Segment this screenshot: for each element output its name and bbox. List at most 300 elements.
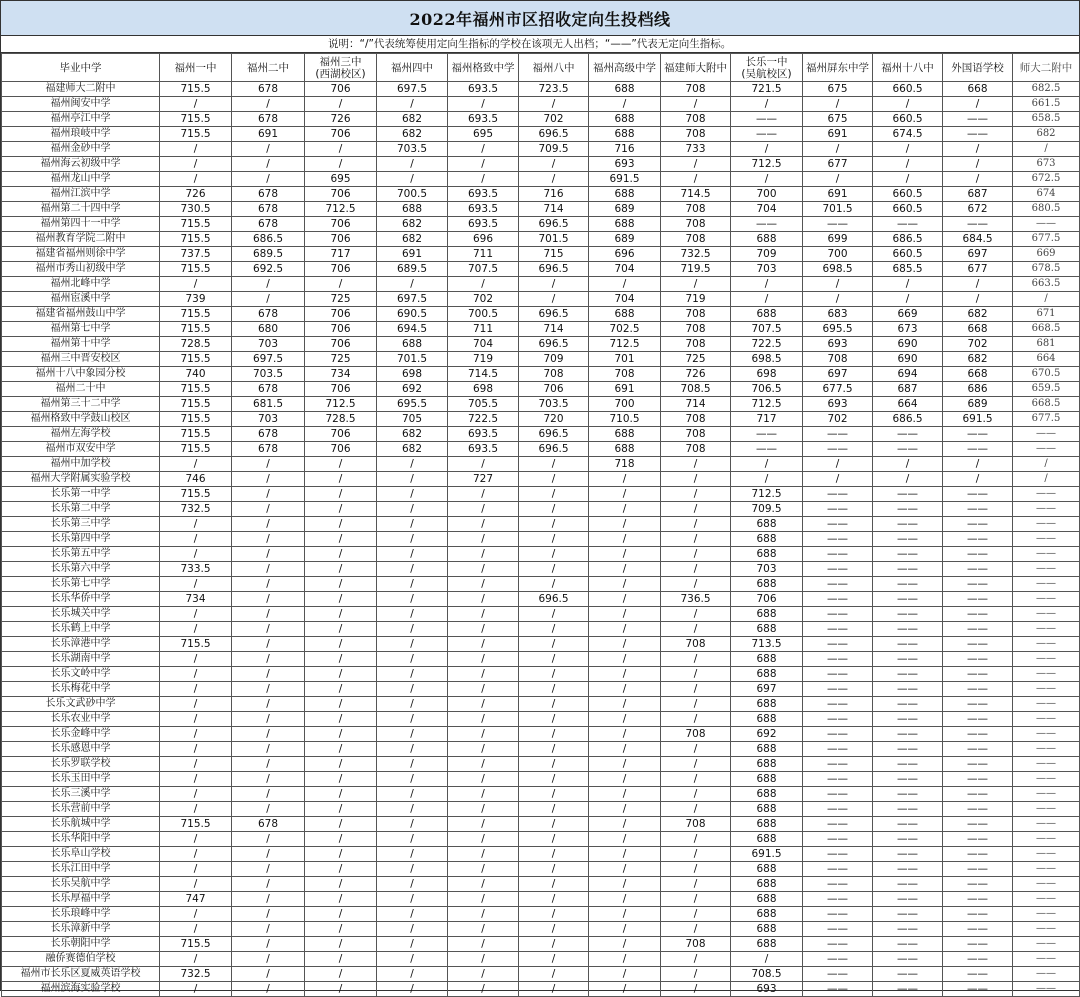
- score-cell: 658.5: [1013, 112, 1080, 127]
- score-cell: /: [589, 787, 661, 802]
- score-cell: /: [589, 547, 661, 562]
- score-cell: /: [589, 517, 661, 532]
- score-cell: 740: [160, 367, 232, 382]
- table-row: [2, 757, 1080, 772]
- score-cell: 688: [731, 652, 803, 667]
- score-cell: /: [519, 547, 589, 562]
- school-name-cell: 长乐华侨中学: [2, 592, 160, 607]
- score-cell: 696.5: [519, 217, 589, 232]
- score-cell: /: [160, 757, 232, 772]
- score-cell: ——: [943, 682, 1013, 697]
- score-cell: /: [661, 532, 731, 547]
- column-header: 福州八中: [519, 54, 589, 82]
- score-cell: 691: [589, 382, 661, 397]
- score-cell: /: [661, 652, 731, 667]
- score-cell: ——: [943, 607, 1013, 622]
- score-cell: /: [448, 772, 519, 787]
- score-cell: 708: [661, 307, 731, 322]
- score-cell: 703: [232, 412, 305, 427]
- score-cell: 712.5: [731, 397, 803, 412]
- school-name-cell: 长乐营前中学: [2, 802, 160, 817]
- score-cell: 669: [1013, 247, 1080, 262]
- score-cell: 687: [943, 187, 1013, 202]
- score-cell: /: [377, 952, 448, 967]
- score-cell: /: [377, 847, 448, 862]
- school-name-cell: 福州格致中学鼓山校区: [2, 412, 160, 427]
- score-cell: /: [519, 922, 589, 937]
- score-cell: /: [519, 847, 589, 862]
- score-cell: ——: [943, 952, 1013, 967]
- score-cell: 691: [232, 127, 305, 142]
- score-cell: ——: [803, 532, 873, 547]
- score-cell: 715.5: [160, 937, 232, 952]
- score-cell: 726: [305, 112, 377, 127]
- table-row: [2, 607, 1080, 622]
- score-cell: 688: [731, 937, 803, 952]
- score-cell: /: [377, 517, 448, 532]
- score-cell: /: [305, 667, 377, 682]
- score-cell: /: [305, 517, 377, 532]
- score-cell: /: [377, 907, 448, 922]
- score-cell: /: [160, 862, 232, 877]
- score-cell: ——: [873, 547, 943, 562]
- score-cell: ——: [1013, 217, 1080, 232]
- score-cell: 697.5: [377, 82, 448, 97]
- column-header: 长乐一中 (吴航校区): [731, 54, 803, 82]
- score-cell: /: [377, 472, 448, 487]
- score-cell: 714.5: [661, 187, 731, 202]
- score-cell: 701: [589, 352, 661, 367]
- score-cell: ——: [873, 727, 943, 742]
- score-cell: 705: [377, 412, 448, 427]
- score-cell: /: [305, 487, 377, 502]
- school-name-cell: 福州左海学校: [2, 427, 160, 442]
- score-cell: 691.5: [943, 412, 1013, 427]
- table-row: [2, 562, 1080, 577]
- score-cell: ——: [803, 742, 873, 757]
- score-cell: 686.5: [873, 232, 943, 247]
- score-cell: /: [305, 817, 377, 832]
- score-cell: 688: [731, 817, 803, 832]
- score-cell: /: [232, 517, 305, 532]
- score-cell: /: [160, 952, 232, 967]
- column-header: 福州高级中学: [589, 54, 661, 82]
- score-cell: ——: [873, 892, 943, 907]
- score-cell: 703: [731, 562, 803, 577]
- score-cell: /: [589, 952, 661, 967]
- score-cell: /: [232, 772, 305, 787]
- score-cell: 695: [448, 127, 519, 142]
- score-cell: ——: [873, 742, 943, 757]
- score-cell: /: [589, 697, 661, 712]
- table-row: [2, 322, 1080, 337]
- score-cell: /: [377, 892, 448, 907]
- score-cell: /: [873, 172, 943, 187]
- score-cell: /: [661, 712, 731, 727]
- school-name-cell: 福州北峰中学: [2, 277, 160, 292]
- school-name-cell: 长乐阜山学校: [2, 847, 160, 862]
- score-cell: /: [160, 742, 232, 757]
- score-cell: 682: [377, 232, 448, 247]
- score-cell: 707.5: [448, 262, 519, 277]
- score-cell: 688: [589, 112, 661, 127]
- score-cell: /: [448, 907, 519, 922]
- score-cell: /: [160, 277, 232, 292]
- score-cell: /: [305, 982, 377, 997]
- score-cell: 688: [589, 442, 661, 457]
- score-cell: /: [448, 787, 519, 802]
- score-cell: /: [519, 172, 589, 187]
- score-cell: /: [305, 967, 377, 982]
- score-cell: ——: [1013, 487, 1080, 502]
- score-cell: /: [589, 577, 661, 592]
- score-cell: ——: [1013, 442, 1080, 457]
- score-cell: /: [943, 142, 1013, 157]
- score-cell: /: [589, 502, 661, 517]
- score-cell: /: [731, 172, 803, 187]
- score-cell: ——: [1013, 757, 1080, 772]
- score-cell: /: [448, 97, 519, 112]
- score-cell: 718: [589, 457, 661, 472]
- score-cell: /: [377, 502, 448, 517]
- score-cell: 660.5: [873, 187, 943, 202]
- score-cell: ——: [873, 967, 943, 982]
- score-cell: /: [448, 817, 519, 832]
- score-cell: /: [305, 457, 377, 472]
- score-cell: /: [803, 277, 873, 292]
- score-cell: 708: [661, 937, 731, 952]
- score-cell: /: [519, 667, 589, 682]
- score-cell: ——: [943, 502, 1013, 517]
- score-cell: 715.5: [160, 382, 232, 397]
- score-cell: 732.5: [160, 502, 232, 517]
- score-cell: /: [803, 97, 873, 112]
- school-name-cell: 福建省福州则徐中学: [2, 247, 160, 262]
- score-cell: 678.5: [1013, 262, 1080, 277]
- score-cell: ——: [1013, 532, 1080, 547]
- score-cell: ——: [803, 772, 873, 787]
- score-cell: /: [589, 922, 661, 937]
- column-header: 福州一中: [160, 54, 232, 82]
- score-cell: 689.5: [377, 262, 448, 277]
- score-cell: /: [731, 472, 803, 487]
- score-cell: /: [448, 712, 519, 727]
- score-cell: /: [589, 757, 661, 772]
- score-cell: ——: [943, 787, 1013, 802]
- score-cell: /: [448, 862, 519, 877]
- score-cell: 681: [1013, 337, 1080, 352]
- score-cell: /: [160, 712, 232, 727]
- school-name-cell: 长乐玉田中学: [2, 772, 160, 787]
- score-cell: /: [377, 937, 448, 952]
- score-cell: /: [305, 907, 377, 922]
- score-cell: /: [448, 577, 519, 592]
- score-cell: 715.5: [160, 262, 232, 277]
- table-row: [2, 697, 1080, 712]
- score-cell: /: [448, 637, 519, 652]
- score-cell: 712.5: [731, 157, 803, 172]
- score-cell: 696.5: [519, 442, 589, 457]
- score-cell: ——: [943, 637, 1013, 652]
- score-cell: 688: [589, 127, 661, 142]
- score-cell: ——: [803, 862, 873, 877]
- score-cell: /: [589, 472, 661, 487]
- score-cell: /: [448, 547, 519, 562]
- score-cell: 688: [731, 532, 803, 547]
- score-cell: 677.5: [803, 382, 873, 397]
- score-cell: 681.5: [232, 397, 305, 412]
- score-cell: /: [377, 877, 448, 892]
- table-row: [2, 352, 1080, 367]
- score-cell: 690: [873, 337, 943, 352]
- score-cell: ——: [873, 682, 943, 697]
- school-name-cell: 福州宦溪中学: [2, 292, 160, 307]
- score-cell: /: [661, 862, 731, 877]
- score-cell: 702: [803, 412, 873, 427]
- score-cell: 682: [943, 352, 1013, 367]
- score-cell: /: [305, 787, 377, 802]
- score-cell: /: [232, 502, 305, 517]
- table-row: [2, 202, 1080, 217]
- score-cell: ——: [1013, 862, 1080, 877]
- table-row: [2, 847, 1080, 862]
- score-cell: /: [519, 622, 589, 637]
- score-cell: /: [519, 982, 589, 997]
- score-cell: /: [160, 517, 232, 532]
- score-cell: ——: [803, 547, 873, 562]
- score-cell: ——: [873, 217, 943, 232]
- score-cell: 693.5: [448, 202, 519, 217]
- score-cell: /: [589, 907, 661, 922]
- score-cell: 694.5: [377, 322, 448, 337]
- school-name-cell: 长乐漳新中学: [2, 922, 160, 937]
- column-header: 福州屏东中学: [803, 54, 873, 82]
- score-cell: 706: [305, 217, 377, 232]
- score-cell: 715.5: [160, 397, 232, 412]
- score-cell: /: [160, 877, 232, 892]
- score-cell: 677: [803, 157, 873, 172]
- score-cell: 693.5: [448, 217, 519, 232]
- score-cell: 692: [377, 382, 448, 397]
- score-cell: /: [589, 862, 661, 877]
- table-row: [2, 937, 1080, 952]
- score-cell: ——: [803, 877, 873, 892]
- table-row: [2, 622, 1080, 637]
- table-row: [2, 82, 1080, 97]
- score-cell: /: [589, 967, 661, 982]
- score-cell: /: [232, 277, 305, 292]
- score-cell: /: [661, 547, 731, 562]
- school-name-cell: 长乐厚福中学: [2, 892, 160, 907]
- score-cell: /: [232, 292, 305, 307]
- score-cell: /: [232, 892, 305, 907]
- score-cell: 690.5: [377, 307, 448, 322]
- score-cell: /: [232, 742, 305, 757]
- score-cell: ——: [1013, 817, 1080, 832]
- score-cell: /: [661, 892, 731, 907]
- school-name-cell: 福州江滨中学: [2, 187, 160, 202]
- score-cell: 706: [305, 322, 377, 337]
- table-row: [2, 307, 1080, 322]
- score-cell: /: [232, 607, 305, 622]
- score-cell: 714: [661, 397, 731, 412]
- school-name-cell: 福州第七中学: [2, 322, 160, 337]
- score-cell: ——: [943, 712, 1013, 727]
- score-cell: ——: [803, 217, 873, 232]
- score-cell: /: [448, 757, 519, 772]
- score-cell: /: [661, 847, 731, 862]
- score-cell: 696.5: [519, 427, 589, 442]
- score-cell: /: [519, 292, 589, 307]
- score-cell: /: [305, 937, 377, 952]
- score-cell: /: [803, 172, 873, 187]
- score-cell: /: [305, 157, 377, 172]
- score-cell: 717: [305, 247, 377, 262]
- score-cell: ——: [943, 112, 1013, 127]
- score-cell: /: [731, 457, 803, 472]
- score-cell: 708: [661, 637, 731, 652]
- score-cell: /: [448, 562, 519, 577]
- score-cell: ——: [1013, 982, 1080, 997]
- score-cell: 726: [160, 187, 232, 202]
- score-cell: /: [661, 577, 731, 592]
- score-cell: 715.5: [160, 352, 232, 367]
- score-cell: /: [377, 712, 448, 727]
- score-cell: 675: [803, 82, 873, 97]
- school-name-cell: 福州市长乐区夏威英语学校: [2, 967, 160, 982]
- score-cell: 696.5: [519, 127, 589, 142]
- score-cell: 692.5: [232, 262, 305, 277]
- score-cell: /: [160, 172, 232, 187]
- score-cell: /: [160, 907, 232, 922]
- score-cell: /: [519, 682, 589, 697]
- score-cell: /: [519, 877, 589, 892]
- score-cell: 672: [943, 202, 1013, 217]
- score-cell: 698: [377, 367, 448, 382]
- school-name-cell: 福州第十中学: [2, 337, 160, 352]
- score-cell: 688: [377, 337, 448, 352]
- score-cell: /: [377, 727, 448, 742]
- score-cell: /: [943, 457, 1013, 472]
- score-cell: 708: [661, 727, 731, 742]
- score-cell: /: [519, 97, 589, 112]
- score-cell: /: [589, 97, 661, 112]
- score-cell: 692: [731, 727, 803, 742]
- school-name-cell: 长乐航城中学: [2, 817, 160, 832]
- score-cell: ——: [943, 442, 1013, 457]
- score-cell: /: [873, 157, 943, 172]
- table-row: [2, 457, 1080, 472]
- score-cell: 719: [661, 292, 731, 307]
- score-cell: 698.5: [803, 262, 873, 277]
- score-cell: 708: [661, 217, 731, 232]
- school-name-cell: 福州第四十一中学: [2, 217, 160, 232]
- score-cell: /: [232, 172, 305, 187]
- score-cell: /: [1013, 292, 1080, 307]
- score-cell: /: [589, 682, 661, 697]
- score-cell: ——: [873, 592, 943, 607]
- score-cell: /: [661, 562, 731, 577]
- score-cell: /: [448, 967, 519, 982]
- score-cell: 682.5: [1013, 82, 1080, 97]
- score-cell: 677.5: [1013, 412, 1080, 427]
- score-cell: ——: [1013, 877, 1080, 892]
- score-cell: /: [661, 922, 731, 937]
- score-cell: /: [1013, 142, 1080, 157]
- score-cell: /: [448, 172, 519, 187]
- score-cell: /: [943, 97, 1013, 112]
- column-header: 福州格致中学: [448, 54, 519, 82]
- score-cell: ——: [803, 652, 873, 667]
- score-cell: ——: [943, 217, 1013, 232]
- score-cell: 696.5: [519, 262, 589, 277]
- score-cell: 678: [232, 217, 305, 232]
- score-cell: 698.5: [731, 352, 803, 367]
- score-cell: /: [305, 952, 377, 967]
- table-row: [2, 232, 1080, 247]
- school-name-cell: 长乐罗联学校: [2, 757, 160, 772]
- school-name-cell: 福州亭江中学: [2, 112, 160, 127]
- score-cell: 702.5: [589, 322, 661, 337]
- score-cell: /: [519, 802, 589, 817]
- table-row: [2, 217, 1080, 232]
- score-cell: /: [519, 607, 589, 622]
- score-cell: 726: [661, 367, 731, 382]
- score-cell: /: [448, 847, 519, 862]
- score-cell: ——: [1013, 622, 1080, 637]
- score-cell: /: [519, 472, 589, 487]
- score-cell: ——: [1013, 832, 1080, 847]
- score-cell: /: [305, 742, 377, 757]
- score-cell: /: [589, 892, 661, 907]
- score-cell: 691.5: [731, 847, 803, 862]
- score-cell: /: [519, 727, 589, 742]
- score-cell: /: [377, 772, 448, 787]
- score-cell: 734: [305, 367, 377, 382]
- score-cell: ——: [873, 922, 943, 937]
- score-cell: ——: [873, 667, 943, 682]
- score-cell: 701.5: [803, 202, 873, 217]
- score-cell: /: [160, 622, 232, 637]
- score-cell: 712.5: [305, 397, 377, 412]
- school-name-cell: 福州滨海实验学校: [2, 982, 160, 997]
- title-bar: [1, 1, 1079, 36]
- score-cell: /: [232, 142, 305, 157]
- score-cell: ——: [803, 832, 873, 847]
- school-name-cell: 长乐朝阳中学: [2, 937, 160, 952]
- score-cell: 736.5: [661, 592, 731, 607]
- score-cell: 713.5: [731, 637, 803, 652]
- score-cell: /: [731, 952, 803, 967]
- school-name-cell: 福州海云初级中学: [2, 157, 160, 172]
- score-cell: /: [589, 562, 661, 577]
- score-cell: ——: [803, 757, 873, 772]
- score-cell: /: [160, 787, 232, 802]
- school-name-cell: 长乐第三中学: [2, 517, 160, 532]
- score-cell: ——: [943, 487, 1013, 502]
- table-row: [2, 397, 1080, 412]
- score-cell: 732.5: [661, 247, 731, 262]
- column-header: 师大二附中: [1013, 54, 1080, 82]
- score-cell: ——: [943, 817, 1013, 832]
- score-cell: 709: [731, 247, 803, 262]
- score-cell: ——: [943, 847, 1013, 862]
- score-cell: 709: [519, 352, 589, 367]
- score-cell: ——: [943, 757, 1013, 772]
- school-name-cell: 福州第二十四中学: [2, 202, 160, 217]
- score-cell: /: [519, 937, 589, 952]
- table-row: [2, 982, 1080, 997]
